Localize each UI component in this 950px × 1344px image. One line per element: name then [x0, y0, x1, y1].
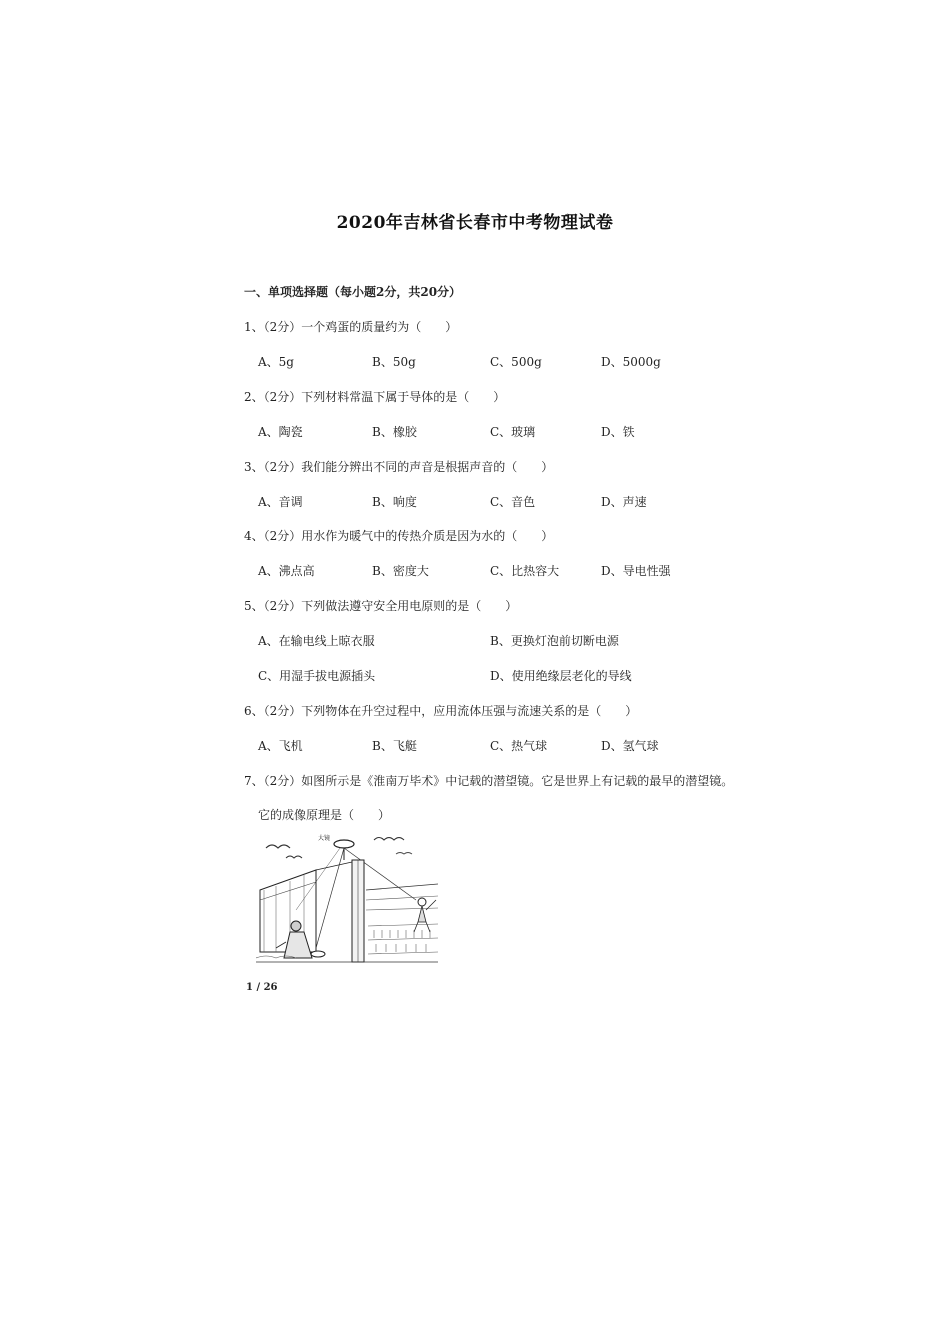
q6-option-b: B、飞艇: [372, 739, 417, 753]
question-5: 5、（2分）下列做法遵守安全用电原则的是（ ）: [244, 599, 518, 613]
question-7: 7、（2分）如图所示是《淮南万毕术》中记载的潜望镜。它是世界上有记载的最早的潜望镜。: [244, 774, 734, 788]
question-4: 4、（2分）用水作为暖气中的传热介质是因为水的（ ）: [244, 529, 554, 543]
q2-option-c: C、玻璃: [490, 425, 536, 439]
q5-option-a: A、在输电线上晾衣服: [258, 634, 375, 648]
q4-option-c: C、比热容大: [490, 564, 560, 578]
q1-option-c: C、500g: [490, 355, 542, 369]
periscope-illustration: [256, 830, 438, 966]
q2-option-a: A、陶瓷: [258, 425, 303, 439]
q1-option-d: D、5000g: [601, 355, 661, 369]
page-title: 2020年吉林省长春市中考物理试卷: [336, 213, 614, 233]
q6-option-c: C、热气球: [490, 739, 548, 753]
q6-option-d: D、氢气球: [601, 739, 659, 753]
section-heading: 一、单项选择题（每小题2分，共20分）: [244, 285, 462, 299]
q4-option-a: A、沸点高: [258, 564, 315, 578]
q5-option-c: C、用湿手拔电源插头: [258, 669, 376, 683]
q2-option-b: B、橡胶: [372, 425, 417, 439]
question-3: 3、（2分）我们能分辨出不同的声音是根据声音的（ ）: [244, 460, 554, 474]
q4-option-d: D、导电性强: [601, 564, 671, 578]
page-number: 1 / 26: [246, 982, 278, 993]
q2-option-d: D、铁: [601, 425, 635, 439]
q4-option-b: B、密度大: [372, 564, 429, 578]
question-7-continuation: 它的成像原理是（ ）: [258, 808, 391, 822]
question-1: 1、（2分）一个鸡蛋的质量约为（ ）: [244, 320, 458, 334]
q6-option-a: A、飞机: [258, 739, 303, 753]
q3-option-a: A、音调: [258, 495, 303, 509]
q5-option-b: B、更换灯泡前切断电源: [490, 634, 619, 648]
question-2: 2、（2分）下列材料常温下属于导体的是（ ）: [244, 390, 506, 404]
question-6: 6、（2分）下列物体在升空过程中，应用流体压强与流速关系的是（ ）: [244, 704, 638, 718]
q3-option-d: D、声速: [601, 495, 647, 509]
q3-option-c: C、音色: [490, 495, 536, 509]
q1-option-a: A、5g: [258, 355, 294, 369]
q1-option-b: B、50g: [372, 355, 416, 369]
q3-option-b: B、响度: [372, 495, 417, 509]
q5-option-d: D、使用绝缘层老化的导线: [490, 669, 632, 683]
figure-caption: 大镜: [318, 835, 331, 842]
